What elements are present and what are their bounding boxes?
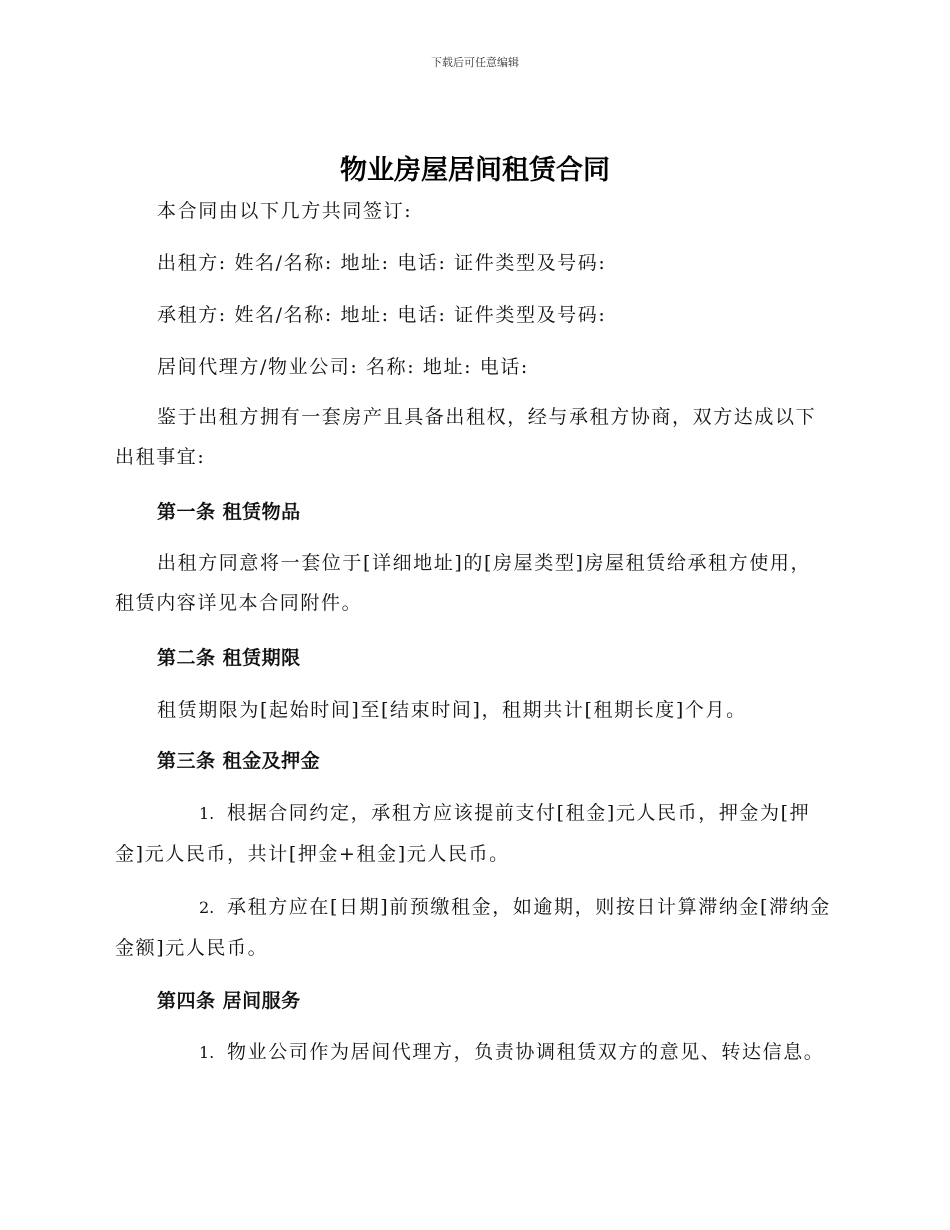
article-1-heading: 第一条 租赁物品 <box>157 501 301 523</box>
page-header: 下载后可任意编辑 <box>431 56 519 69</box>
item-number: 1. <box>199 1043 215 1062</box>
item-number: 2. <box>199 898 215 917</box>
item-text: 物业公司作为居间代理方，负责协调租赁双方的意见、转达信息。 <box>227 1041 825 1063</box>
party-lessor: 出租方: 姓名/名称: 地址: 电话: 证件类型及号码: <box>157 252 607 274</box>
preamble-paragraph: 鉴于出租方拥有一套房产且具备出租权，经与承租方协商，双方达成以下出租事宜: <box>115 406 817 468</box>
item-text: 承租方应在[日期]前预缴租金，如逾期，则按日计算滞纳金[滞纳金金额]元人民币。 <box>115 896 831 959</box>
document-title: 物业房屋居间租赁合同 <box>340 155 610 186</box>
party-lessee: 承租方: 姓名/名称: 地址: 电话: 证件类型及号码: <box>157 304 607 326</box>
article-3-item-2 <box>115 887 831 968</box>
item-text: 根据合同约定，承租方应该提前支付[租金]元人民币，押金为[押金]元人民币，共计[押金+租金]元人民币。 <box>115 802 811 865</box>
article-2-heading: 第二条 租赁期限 <box>157 647 301 669</box>
party-agent: 居间代理方/物业公司: 名称: 地址: 电话: <box>157 356 529 378</box>
article-2-text: 租赁期限为[起始时间]至[结束时间]，租期共计[租期长度]个月。 <box>157 699 747 721</box>
article-4-item-1 <box>115 1032 831 1073</box>
intro-line: 本合同由以下几方共同签订: <box>157 200 413 222</box>
article-3-item-1 <box>115 793 831 874</box>
item-number: 1. <box>199 804 215 823</box>
article-1-text: 出租方同意将一套位于[详细地址]的[房屋类型]房屋租赁给承租方使用，租赁内容详见本合同附件。 <box>115 552 812 614</box>
article-3-heading: 第三条 租金及押金 <box>157 750 321 772</box>
article-4-heading: 第四条 居间服务 <box>157 990 301 1012</box>
